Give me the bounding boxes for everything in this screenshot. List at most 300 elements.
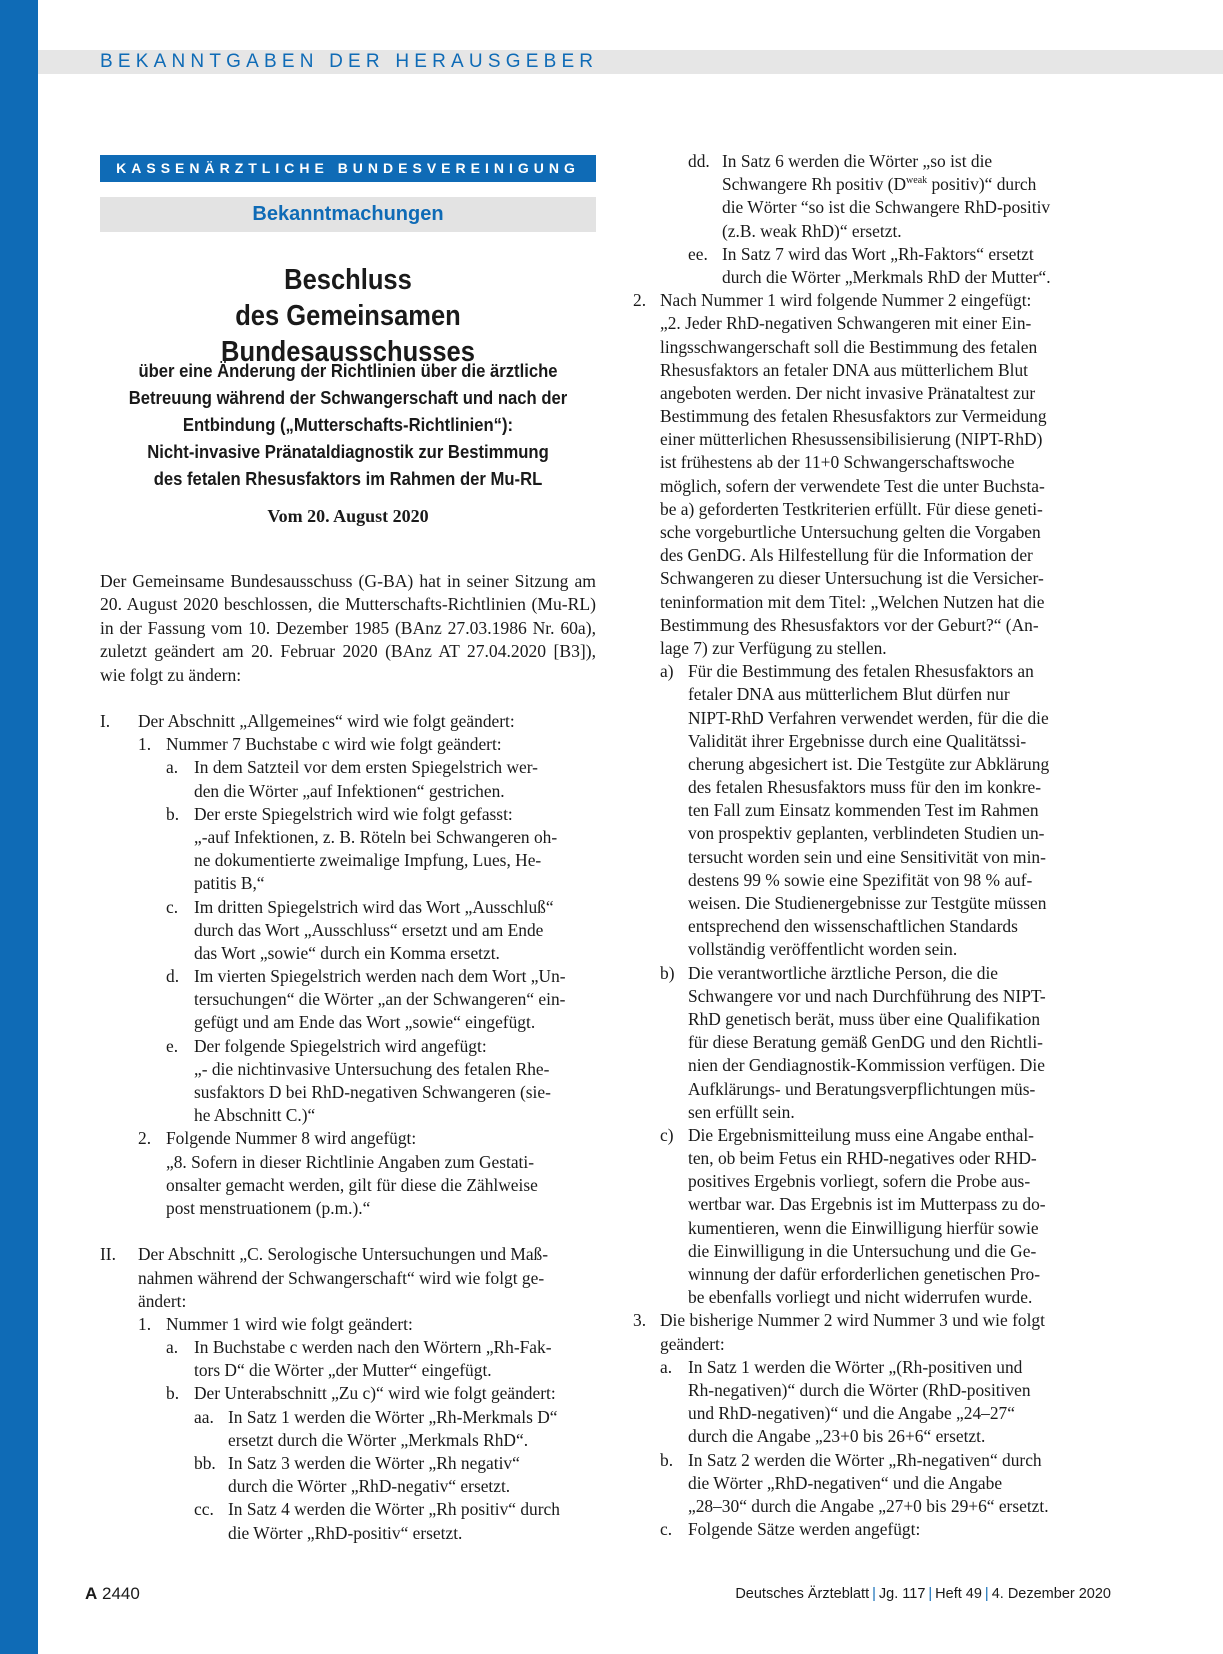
body-line: [100, 1081, 600, 1104]
line-text: [688, 1425, 985, 1448]
line-text-part: tersucht worden sein und eine Sensitivität von min-: [688, 846, 1046, 867]
intro-paragraph: Der Gemeinsame Bundesausschuss (G-BA) hat in seiner Sitzung am 20. August 2020 beschlossen, die Mutterschafts-Richtlinien (Mu-RL) in der Fassung vom 10. Dezember 1985 (BAnz 27.03.1986 Nr. 60a), zuletzt geändert am 20. Februar 2020 (BAnz AT 27.04.2020 [B3]), wie folgt zu ändern:: [100, 571, 596, 685]
line-text-part: den die Wörter „auf Infektionen“ gestrichen.: [194, 780, 505, 801]
line-text: [660, 1333, 725, 1356]
list-marker: a.: [166, 1337, 179, 1358]
body-line: [660, 220, 1130, 243]
line-text: [688, 938, 957, 961]
line-text: [194, 1382, 556, 1405]
line-text: [228, 1498, 560, 1521]
line-text-part: Schwangere Rh positiv (D: [722, 174, 907, 195]
body-line: [660, 196, 1130, 219]
body-line: [100, 780, 600, 803]
line-text-part: vollständig veröffentlicht worden sein.: [688, 939, 958, 960]
body-line: [660, 1495, 1130, 1518]
line-text-part: Rhesusfaktors an fetaler DNA aus mütterlichem Blut: [660, 359, 1029, 380]
body-line: [660, 359, 1130, 382]
line-text-part: NIPT-RhD Verfahren verwendet werden, für die die: [688, 707, 1049, 728]
page-number-value: 2440: [102, 1584, 140, 1603]
line-text-part: „28–30“ durch die Angabe „27+0 bis 29+6“ ersetzt.: [688, 1495, 1049, 1516]
article-date: Vom 20. August 2020: [267, 506, 429, 526]
body-line: [100, 1104, 600, 1127]
line-text-part: des fetalen Rhesusfaktors muss für den im konkre-: [688, 777, 1042, 798]
body-line: [100, 733, 600, 756]
line-text: [688, 915, 1018, 938]
body-line: [100, 1220, 600, 1243]
line-text-part: von prospektiv geplanten, verblindeten Studien un-: [688, 823, 1045, 844]
line-text: [194, 896, 554, 919]
line-text-part: Nummer 1 wird wie folgt geändert:: [166, 1313, 413, 1334]
line-text: [722, 150, 992, 173]
body-line: [100, 1267, 600, 1290]
line-text: [688, 1078, 1035, 1101]
line-text-part: durch die Wörter „Merkmals RhD der Mutter“.: [722, 266, 1051, 287]
article-title: [130, 262, 566, 370]
line-text: [688, 869, 1032, 892]
line-text-part: für diese Beratung gemäß GenDG und den Richtli-: [688, 1032, 1043, 1053]
body-line: [100, 756, 600, 779]
line-text: [194, 826, 557, 849]
list-marker: aa.: [194, 1406, 214, 1427]
line-text: [660, 382, 1035, 405]
line-text-part: RhD genetisch berät, muss über eine Qualifikation: [688, 1008, 1041, 1029]
subtitle-line: Betreuung während der Schwangerschaft und nach der: [128, 387, 568, 408]
list-marker: b): [660, 962, 675, 983]
body-line: [660, 1101, 1130, 1124]
body-line: [660, 846, 1130, 869]
line-text-part: Folgende Nummer 8 wird angefügt:: [166, 1128, 417, 1149]
body-line: [660, 405, 1130, 428]
superscript: weak: [906, 175, 928, 187]
line-text-part: In Buchstabe c werden nach den Wörtern „Rh-Fak-: [194, 1337, 552, 1358]
line-text-part: die Einwilligung in die Untersuchung und die Ge-: [688, 1240, 1037, 1261]
line-text-part: Bestimmung des fetalen Rhesusfaktors zur Vermeidung: [660, 406, 1047, 427]
body-line: [660, 938, 1130, 961]
list-marker: d.: [166, 966, 180, 987]
line-text: [688, 1170, 1030, 1193]
list-marker: 2.: [633, 290, 647, 311]
body-line: [660, 336, 1130, 359]
line-text: [194, 756, 538, 779]
list-marker: 1.: [138, 1313, 152, 1334]
list-marker: 1.: [138, 734, 152, 755]
line-text-part: destens 99 % sowie eine Spezifität von 98 % auf-: [688, 869, 1033, 890]
title-line-2: des Gemeinsamen Bundesausschusses: [221, 300, 475, 368]
line-text: [688, 1031, 1043, 1054]
body-line: [100, 1151, 600, 1174]
subtitle-line: über eine Änderung der Richtlinien über die ärztliche: [138, 360, 558, 381]
line-text: [166, 1313, 413, 1336]
line-text-part: In Satz 1 werden die Wörter „(Rh-positiven und: [688, 1356, 1023, 1377]
line-text-part: In Satz 4 werden die Wörter „Rh positiv“ durch: [228, 1499, 560, 1520]
body-line: [100, 1359, 600, 1382]
body-line: [660, 1356, 1130, 1379]
line-text: [688, 1379, 1031, 1402]
section-label: BEKANNTGABEN DER HERAUSGEBER: [100, 51, 599, 72]
list-marker: 3.: [633, 1310, 647, 1331]
line-text-part: die Wörter “so ist die Schwangere RhD-positiv: [722, 197, 1051, 218]
line-text: [688, 1286, 1032, 1309]
line-text: [688, 753, 1049, 776]
list-marker: a): [660, 661, 674, 682]
line-text-part: Die bisherige Nummer 2 wird Nummer 3 und wie folgt: [660, 1310, 1045, 1331]
line-text: [228, 1429, 528, 1452]
list-marker: cc.: [194, 1499, 214, 1520]
subtitle-line: Nicht-invasive Pränataldiagnostik zur Bestimmung: [147, 441, 549, 462]
line-text-part: ne dokumentierte zweimalige Impfung, Lues, He-: [194, 850, 542, 871]
line-text: [660, 498, 1043, 521]
line-text-part: sen erfüllt sein.: [688, 1101, 795, 1122]
line-text: [194, 1035, 487, 1058]
line-text: [660, 637, 887, 660]
body-line: [660, 799, 1130, 822]
line-text: [138, 1243, 548, 1266]
body-line: [100, 1452, 600, 1475]
body-line: [100, 1197, 600, 1220]
line-text: [194, 1011, 535, 1034]
line-text-part: Der Abschnitt „Allgemeines“ wird wie folgt geändert:: [138, 711, 515, 731]
body-line: [660, 1170, 1130, 1193]
list-marker: e.: [166, 1035, 179, 1056]
line-text: [688, 660, 1034, 683]
body-line: [660, 1472, 1130, 1495]
line-text: [660, 614, 1039, 637]
line-text-part: ändert:: [138, 1290, 187, 1311]
line-text: [688, 1472, 1002, 1495]
line-text-part: Rh-negativen)“ durch die Wörter (RhD-positiven: [688, 1379, 1031, 1400]
body-line: [660, 822, 1130, 845]
line-text-part: die Wörter „RhD-negativen“ und die Angabe: [688, 1472, 1003, 1493]
body-line: [660, 173, 1130, 196]
journal-footer: Deutsches Ärzteblatt | Jg. 117 | Heft 49 | 4. Dezember 2020: [735, 1586, 1111, 1602]
line-text-part: „-auf Infektionen, z. B. Röteln bei Schwangeren oh-: [194, 826, 558, 847]
line-text: [722, 243, 1034, 266]
body-line: [660, 915, 1130, 938]
line-text: [194, 942, 500, 965]
line-text-part: Nach Nummer 1 wird folgende Nummer 2 eingefügt:: [660, 290, 1032, 311]
list-marker: II.: [100, 1244, 116, 1265]
body-line: [660, 428, 1130, 451]
line-text-part: he Abschnitt C.)“: [194, 1105, 316, 1126]
body-line: [100, 965, 600, 988]
line-text: [138, 1267, 544, 1290]
body-line: [660, 1193, 1130, 1216]
line-text-part: Der erste Spiegelstrich wird wie folgt gefasst:: [194, 803, 513, 824]
body-line: [100, 1313, 600, 1336]
list-marker: bb.: [194, 1453, 216, 1473]
line-text: [688, 1240, 1036, 1263]
line-text: [194, 872, 265, 895]
body-line: [660, 1518, 1130, 1541]
line-text-part: ten Fall zum Einsatz kommenden Test im Rahmen: [688, 800, 1039, 821]
body-line: [660, 475, 1130, 498]
body-line: [633, 289, 1130, 312]
article-subtitle: [125, 357, 571, 492]
line-text: [194, 803, 513, 826]
line-text-part: be ebenfalls vorliegt und nicht widerrufen wurde.: [688, 1287, 1033, 1308]
line-text-part: (z.B. weak RhD)“ ersetzt.: [722, 220, 902, 241]
line-text-part: „2. Jeder RhD-negativen Schwangeren mit einer Ein-: [660, 313, 1032, 334]
line-text: [194, 780, 505, 803]
title-line-1: Beschluss: [284, 264, 412, 296]
line-text: [688, 985, 1046, 1008]
body-line: [100, 919, 600, 942]
line-text-part: positiv)“ durch: [927, 174, 1037, 195]
line-text-part: winnung der dafür erforderlichen genetischen Pro-: [688, 1264, 1041, 1284]
list-marker: b.: [660, 1449, 674, 1470]
line-text-part: positives Ergebnis vorliegt, sofern die Probe aus-: [688, 1171, 1031, 1192]
line-text: [660, 521, 1041, 544]
line-text: [722, 196, 1050, 219]
line-text: [688, 1124, 1034, 1147]
list-marker: ee.: [688, 243, 708, 264]
line-text-part: teninformation mit dem Titel: „Welchen Nutzen hat die: [660, 591, 1045, 612]
line-text-part: durch die Angabe „23+0 bis 26+6“ ersetzt.: [688, 1426, 986, 1447]
body-line: [660, 753, 1130, 776]
right-column-body: [633, 150, 1130, 1541]
line-text-part: cherung abgesichert ist. Die Testgüte zur Abklärung: [688, 753, 1050, 774]
body-line: [660, 1031, 1130, 1054]
body-line: [660, 614, 1130, 637]
line-text: [228, 1406, 558, 1429]
line-text: [688, 1402, 1015, 1425]
body-line: [660, 1263, 1130, 1286]
line-text: [228, 1452, 520, 1475]
line-text-part: „- die nichtinvasive Untersuchung des fetalen Rhe-: [194, 1058, 550, 1079]
line-text-part: ten, ob beim Fetus ein RHD-negatives oder RHD-: [688, 1148, 1037, 1169]
line-text-part: weisen. Die Studienergebnisse zur Testgüte müssen: [688, 893, 1047, 913]
journal-issue: Heft 49: [935, 1586, 982, 1602]
line-text: [688, 846, 1046, 869]
line-text-part: Schwangeren zu dieser Untersuchung ist die Versicher-: [660, 568, 1044, 589]
body-line: [100, 1174, 600, 1197]
line-text: [194, 919, 543, 942]
body-line: [100, 1127, 600, 1150]
line-text-part: lingsschwangerschaft soll die Bestimmung des fetalen: [660, 336, 1038, 357]
body-line: [660, 707, 1130, 730]
body-line: [660, 382, 1130, 405]
subtitle-line: Entbindung („Mutterschafts-Richtlinien“):: [182, 414, 514, 435]
line-text-part: durch die Wörter „RhD-negativ“ ersetzt.: [228, 1476, 511, 1497]
body-line: [660, 312, 1130, 335]
line-text-part: In Satz 7 wird das Wort „Rh-Faktors“ ersetzt: [722, 243, 1034, 264]
body-line: [100, 1243, 600, 1266]
line-text-part: tors D“ die Wörter „der Mutter“ eingefügt.: [194, 1360, 492, 1381]
line-text: [660, 289, 1031, 312]
line-text-part: susfaktors D bei RhD-negativen Schwangeren (sie-: [194, 1082, 551, 1102]
line-text: [166, 1151, 534, 1174]
body-line: [100, 1498, 600, 1521]
body-line: [100, 1429, 600, 1452]
line-text: [688, 962, 998, 985]
body-line: [660, 683, 1130, 706]
body-line: [100, 942, 600, 965]
body-line: [100, 1058, 600, 1081]
line-text-part: Im dritten Spiegelstrich wird das Wort „Ausschluß“: [194, 896, 554, 917]
list-marker: c): [660, 1124, 674, 1145]
line-text-part: Im vierten Spiegelstrich werden nach dem Wort „Un-: [194, 966, 566, 987]
line-text: [688, 683, 1010, 706]
line-text-part: onsalter gemacht werden, gilt für diese die Zählweise: [166, 1174, 538, 1195]
body-line: [660, 451, 1130, 474]
list-marker: c.: [660, 1519, 673, 1540]
line-text: [688, 1217, 1039, 1240]
line-text-part: und RhD-negativen)“ und die Angabe „24–27“: [688, 1403, 1015, 1424]
line-text: [688, 1193, 1046, 1216]
line-text: [194, 1336, 552, 1359]
line-text-part: In Satz 6 werden die Wörter „so ist die: [722, 151, 993, 171]
section-header-band: [38, 50, 1223, 74]
line-text-part: möglich, sofern der verwendete Test die unter Buchsta-: [660, 475, 1045, 496]
line-text: [660, 591, 1045, 614]
body-line: [100, 896, 600, 919]
list-marker: b.: [166, 1383, 180, 1404]
line-text-part: Bestimmung des Rhesusfaktors vor der Geburt?“ (An-: [660, 614, 1039, 635]
body-line: [100, 1336, 600, 1359]
list-marker: a.: [660, 1356, 673, 1377]
line-text-part: Schwangere vor und nach Durchführung des NIPT-: [688, 985, 1046, 1006]
line-text-part: In dem Satzteil vor dem ersten Spiegelstrich wer-: [194, 757, 538, 778]
body-line: [100, 803, 600, 826]
journal-volume: Jg. 117: [878, 1586, 926, 1602]
line-text-part: patitis B,“: [194, 873, 265, 894]
line-text-part: nien der Gendiagnostik-Kommission verfügen. Die: [688, 1055, 1045, 1076]
subtitle-line: des fetalen Rhesusfaktors im Rahmen der Mu-RL: [153, 468, 543, 489]
line-text: [688, 1008, 1040, 1031]
body-line: [100, 1011, 600, 1034]
line-text-part: ersetzt durch die Wörter „Merkmals RhD“.: [228, 1429, 529, 1450]
line-text-part: In Satz 2 werden die Wörter „Rh-negativen“ durch: [688, 1449, 1042, 1470]
body-line: [660, 1124, 1130, 1147]
list-marker: b.: [166, 803, 180, 824]
line-text-part: durch das Wort „Ausschluss“ ersetzt und am Ende: [194, 919, 544, 940]
body-line: [660, 962, 1130, 985]
list-marker: dd.: [688, 151, 710, 171]
body-line: [660, 521, 1130, 544]
line-text: [688, 1356, 1022, 1379]
body-line: [100, 1290, 600, 1313]
line-text-part: In Satz 1 werden die Wörter „Rh-Merkmals D“: [228, 1406, 558, 1427]
line-text-part: geändert:: [660, 1333, 725, 1354]
line-text-part: lage 7) zur Verfügung zu stellen.: [660, 637, 887, 658]
line-text: [138, 710, 515, 733]
line-text-part: sche vorgeburtliche Untersuchung gelten die Vorgaben: [660, 522, 1041, 542]
line-text: [194, 1359, 492, 1382]
list-marker: c.: [166, 896, 179, 917]
body-line: [660, 567, 1130, 590]
line-text: [194, 1104, 315, 1127]
line-text-part: In Satz 3 werden die Wörter „Rh negativ“: [228, 1453, 520, 1473]
body-line: [660, 1240, 1130, 1263]
line-text: [660, 336, 1037, 359]
body-line: [100, 1382, 600, 1405]
line-text-part: Der folgende Spiegelstrich wird angefügt:: [194, 1035, 487, 1056]
body-line: [660, 1425, 1130, 1448]
line-text-part: angeboten werden. Der nicht invasive Pränataltest zur: [660, 382, 1036, 403]
line-text: [660, 428, 1042, 451]
organization-bar: KASSENÄRZTLICHE BUNDESVEREINIGUNG: [100, 155, 596, 182]
line-text: [688, 1263, 1040, 1286]
body-line: [660, 498, 1130, 521]
line-text: [166, 1174, 538, 1197]
line-text-part: Aufklärungs- und Beratungsverpflichtungen müs-: [688, 1078, 1036, 1099]
line-text: [688, 1449, 1042, 1472]
body-line: [660, 150, 1130, 173]
body-line: [660, 1333, 1130, 1356]
line-text-part: Die Ergebnismitteilung muss eine Angabe enthal-: [688, 1124, 1034, 1145]
line-text: [688, 1101, 795, 1124]
body-line: [100, 988, 600, 1011]
left-column-body: [100, 710, 600, 1545]
body-line: [100, 1406, 600, 1429]
line-text-part: Nummer 7 Buchstabe c wird wie folgt geändert:: [166, 734, 502, 755]
left-color-bar: [0, 0, 38, 1654]
line-text-part: Der Abschnitt „C. Serologische Untersuchungen und Maß-: [138, 1244, 549, 1265]
line-text-part: ist frühestens ab der 11+0 Schwangerschaftswoche: [660, 452, 1015, 473]
body-line: [660, 1379, 1130, 1402]
body-line: [660, 591, 1130, 614]
line-text: [688, 730, 1026, 753]
line-text-part: wertbar war. Das Ergebnis ist im Mutterpass zu do-: [688, 1194, 1046, 1215]
body-line: [660, 869, 1130, 892]
line-text: [722, 173, 1036, 196]
body-line: [100, 849, 600, 872]
line-text: [722, 266, 1051, 289]
line-text: [660, 475, 1045, 498]
body-line: [660, 1078, 1130, 1101]
line-text: [194, 1058, 549, 1081]
body-line: [100, 872, 600, 895]
body-line: [660, 1008, 1130, 1031]
body-line: [660, 243, 1130, 266]
line-text-part: be a) geforderten Testkriterien erfüllt. Für diese geneti-: [660, 498, 1043, 519]
body-line: [660, 776, 1130, 799]
line-text-part: Für die Bestimmung des fetalen Rhesusfaktors an: [688, 661, 1034, 682]
journal-date: 4. Dezember 2020: [991, 1586, 1111, 1602]
line-text: [660, 359, 1028, 382]
line-text: [194, 1081, 551, 1104]
line-text-part: das Wort „sowie“ durch ein Komma ersetzt.: [194, 942, 500, 963]
line-text-part: des GenDG. Als Hilfestellung für die Information der: [660, 545, 1033, 566]
line-text: [138, 1290, 186, 1313]
line-text-part: „8. Sofern in dieser Richtlinie Angaben zum Gestati-: [166, 1151, 535, 1172]
line-text: [166, 733, 502, 756]
line-text: [660, 567, 1044, 590]
body-line: [660, 1286, 1130, 1309]
line-text: [722, 220, 902, 243]
line-text-part: Validität ihrer Ergebnisse durch eine Qualitätssi-: [688, 730, 1027, 751]
line-text: [660, 312, 1031, 335]
line-text: [688, 1147, 1037, 1170]
body-line: [660, 730, 1130, 753]
line-text-part: einer mütterlichen Rhesussensibilisierung (NIPT-RhD): [660, 429, 1043, 450]
line-text: [688, 822, 1044, 845]
body-line: [660, 660, 1130, 683]
line-text: [688, 799, 1039, 822]
line-text: [688, 1518, 920, 1541]
line-text: [660, 405, 1047, 428]
list-marker: a.: [166, 757, 179, 778]
page-prefix: A: [85, 1584, 98, 1603]
line-text-part: Die verantwortliche ärztliche Person, die die: [688, 962, 999, 983]
body-line: [660, 1147, 1130, 1170]
line-text: [166, 1127, 416, 1150]
line-text: [194, 965, 566, 988]
line-text: [688, 1495, 1049, 1518]
line-text: [688, 707, 1049, 730]
line-text-part: gefügt und am Ende das Wort „sowie“ eingefügt.: [194, 1012, 536, 1033]
line-text: [688, 892, 1046, 915]
